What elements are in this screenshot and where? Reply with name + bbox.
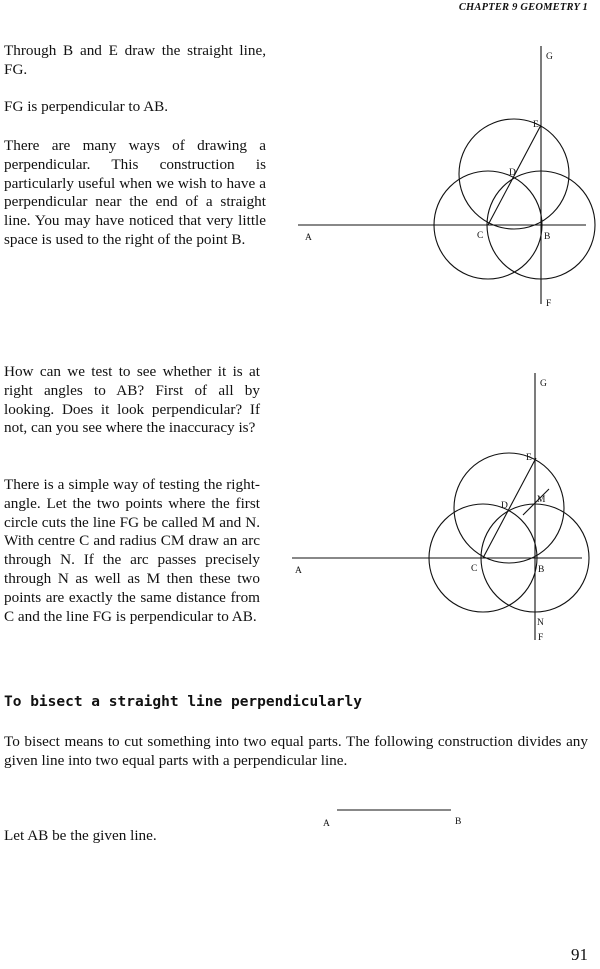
label-a-2: A [295, 566, 302, 576]
label-d: D [509, 168, 516, 178]
label-a-3: A [323, 819, 330, 829]
section-intro: To bisect means to cut something into two equal parts. The following construction divides any given line into two equal parts with a perpendicular line. [4, 733, 588, 769]
paragraph-perpendicular-statement: FG is perpendicular to AB. [4, 98, 169, 115]
label-m: M [537, 495, 546, 505]
running-header: CHAPTER 9 GEOMETRY 1 [458, 2, 588, 13]
given-line-text: Let AB be the given line. [4, 827, 157, 844]
paragraph-draw-fg: Through B and E draw the straight line, FG. [4, 42, 266, 78]
label-a: A [305, 233, 312, 243]
label-b-2: B [538, 565, 545, 575]
label-g: G [546, 52, 553, 62]
label-c-2: C [471, 564, 478, 574]
paragraph-construction-note: There are many ways of drawing a perpendicular. This construction is particularly useful when we wish to have a perpendicular near the end of a straight line. You may have noticed that very little space is used to the right of the point B. [4, 137, 266, 248]
label-f: F [546, 299, 552, 309]
label-e-2: E [526, 453, 532, 463]
label-b-3: B [455, 817, 462, 827]
page-number: 91 [571, 945, 588, 964]
label-d-2: D [501, 501, 508, 511]
label-c: C [477, 231, 484, 241]
label-g-2: G [540, 379, 547, 389]
section-heading: To bisect a straight line perpendicularly [4, 694, 362, 710]
label-e: E [533, 120, 539, 130]
label-f-2: F [538, 633, 544, 643]
paragraph-test-method: There is a simple way of testing the right-angle. Let the two points where the first circle cuts the line FG be called M and N. With centre C and radius CM draw an arc through N. If the arc passes precisely through N as well as M then these two points are exactly the same distance from C and the line FG is perpendicular to AB. [4, 476, 260, 625]
label-b: B [544, 232, 551, 242]
paragraph-test-question: How can we test to see whether it is at right angles to AB? First of all by looking. Does it look perpendicular? If not, can you see where the inaccuracy is? [4, 363, 260, 437]
label-n: N [537, 618, 544, 628]
